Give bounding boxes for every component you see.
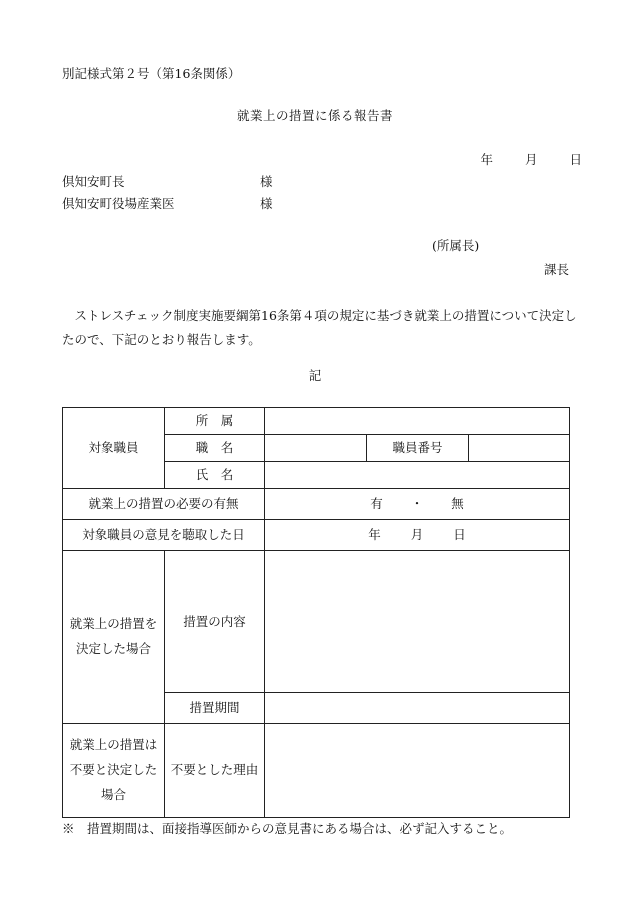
footnote: ※ 措置期間は、面接指導医師からの意見書にある場合は、必ず記入すること。 — [62, 821, 513, 836]
position-label: 職 名 — [165, 435, 265, 462]
not-needed-line1: 就業上の措置は — [69, 737, 158, 753]
opinion-date-day: 日 — [453, 526, 466, 542]
report-date — [480, 154, 582, 167]
document-title: 就業上の措置に係る報告書 — [236, 108, 393, 123]
necessity-options[interactable] — [265, 489, 570, 520]
employee-number-label: 職員番号 — [367, 435, 469, 462]
opinion-date-label: 対象職員の意見を聴取した日 — [63, 520, 265, 551]
decided-case-label — [63, 551, 165, 724]
addressee-name: 倶知安町役場産業医 — [62, 196, 175, 211]
measure-period-label: 措置期間 — [165, 693, 265, 724]
sender-affiliation: (所属長) — [432, 238, 480, 253]
employee-number-field[interactable] — [469, 435, 570, 462]
date-month-label: 月 — [524, 152, 538, 167]
necessity-label: 就業上の措置の必要の有無 — [63, 489, 265, 520]
measure-content-field[interactable] — [265, 551, 570, 693]
name-field[interactable] — [265, 462, 570, 489]
not-needed-line2: 不要と決定した — [69, 762, 158, 778]
date-year-label: 年 — [480, 152, 493, 167]
position-field[interactable] — [265, 435, 367, 462]
not-needed-line3: 場合 — [100, 786, 126, 802]
affiliation-field[interactable] — [265, 408, 570, 435]
name-label: 氏 名 — [165, 462, 265, 489]
not-needed-reason-label: 不要とした理由 — [165, 724, 265, 818]
not-needed-case-label — [63, 724, 165, 818]
measure-period-field[interactable] — [265, 693, 570, 724]
necessity-no[interactable]: 無 — [451, 495, 464, 511]
decided-case-line1: 就業上の措置を — [69, 616, 158, 632]
opinion-date-year: 年 — [368, 526, 381, 542]
sender-title: 課長 — [544, 262, 570, 277]
necessity-separator: ・ — [410, 495, 424, 511]
body-text: ストレスチェック制度実施要綱第16条第４項の規定に基づき就業上の措置について決定したので、下記のとおり報告します。 — [62, 308, 577, 347]
necessity-yes[interactable]: 有 — [370, 495, 383, 511]
decided-case-line2: 決定した場合 — [75, 641, 151, 656]
measure-content-label: 措置の内容 — [165, 551, 265, 693]
not-needed-reason-field[interactable] — [265, 724, 570, 818]
date-day-label: 日 — [569, 152, 582, 167]
form-number: 別記様式第２号（第16条関係） — [62, 66, 241, 81]
addressee-name: 倶知安町長 — [62, 174, 125, 189]
opinion-date-month: 月 — [410, 526, 424, 542]
subject-employee-label: 対象職員 — [63, 408, 165, 489]
addressee-mayor — [62, 174, 273, 189]
affiliation-label: 所 属 — [165, 408, 265, 435]
addressee-occupational-physician — [62, 196, 273, 211]
addressee-honorific: 様 — [260, 174, 273, 189]
opinion-date-field[interactable] — [265, 520, 570, 551]
addressee-honorific: 様 — [260, 196, 273, 211]
report-table — [62, 407, 570, 818]
ki-heading: 記 — [308, 368, 322, 383]
